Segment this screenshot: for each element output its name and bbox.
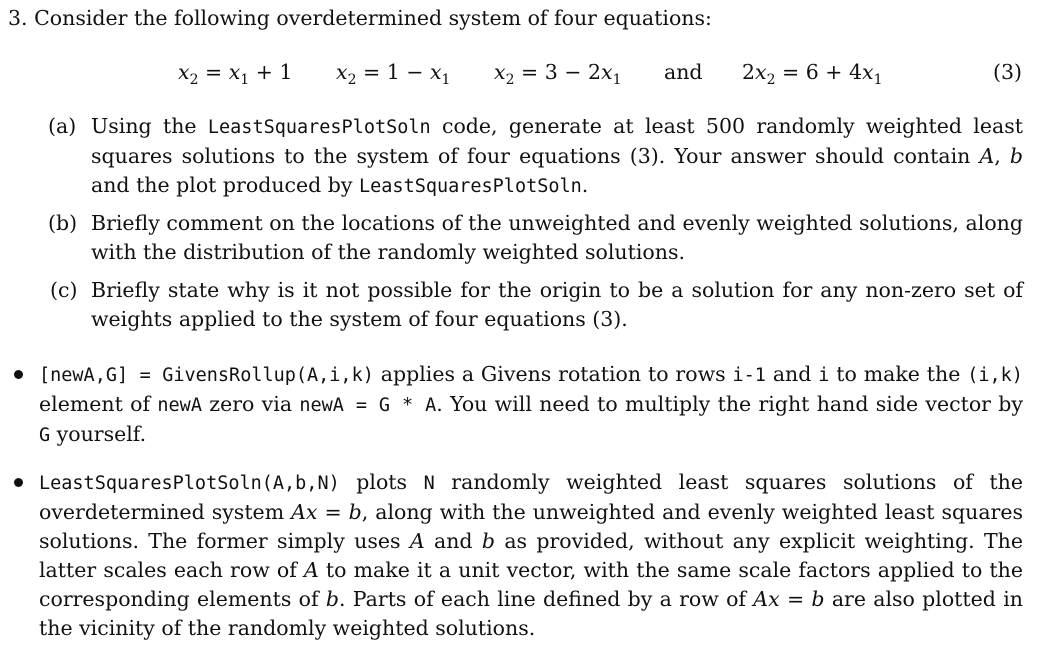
part-a-text: Using the LeastSquaresPlotSoln code, generate at least 500 randomly weighted least squares solutions to the system of four equations (3). Your answer should contain A, b and the plot produced by LeastSquaresPlotSoln. bbox=[91, 114, 1023, 197]
equation-3: $x_2 = 3 - 2x_1$ bbox=[494, 60, 622, 89]
problem-heading bbox=[8, 4, 712, 33]
code-leastsquaresplotsoln-2: LeastSquaresPlotSoln bbox=[359, 176, 582, 197]
equation-1: $x_2 = x_1 + 1$ bbox=[178, 60, 293, 89]
bullet-givens-text: [newA,G] = GivensRollup(A,i,k) applies a Givens rotation to rows i-1 and i to make the (i,k) element of newA zero via newA = G * A. You will need to multiply the right hand side vector by G yourself. bbox=[39, 362, 1024, 446]
part-c-label: (c) bbox=[50, 278, 78, 302]
bullet-dot-2 bbox=[14, 478, 23, 487]
equation-4: $2x_2 = 6 + 4x_1$ bbox=[742, 60, 883, 89]
equation-2: $x_2 = 1 - x_1$ bbox=[336, 60, 451, 89]
part-c-text: Briefly state why is it not possible for the origin to be a solution for any non-zero set of weights applied to the system of four equations (3). bbox=[91, 278, 1023, 331]
problem-intro: Consider the following overdetermined system of four equations: bbox=[34, 6, 712, 30]
bullet-plotsoln-text: LeastSquaresPlotSoln(A,b,N) plots N randomly weighted least squares solutions of the overdetermined system Ax = b, along with the unweighted and evenly weighted least squares solutions. The former simply uses A and b as provided, without any explicit weighting. The latter scales each row of A to make it a unit vector, with the same scale factors applied to the corresponding elements of b. Parts of each line defined by a row of Ax = b are also plotted in the vicinity of the randomly weighted solutions. bbox=[39, 470, 1023, 640]
part-b-text: Briefly comment on the locations of the unweighted and evenly weighted solutions, along with the distribution of the randomly weighted solutions. bbox=[91, 211, 1023, 264]
part-b-label: (b) bbox=[48, 211, 78, 235]
equation-row bbox=[0, 58, 1060, 90]
bullet-dot-1 bbox=[14, 370, 23, 379]
equation-label: (3) bbox=[993, 60, 1023, 84]
equation-connector: and bbox=[664, 60, 703, 84]
part-a-label: (a) bbox=[48, 114, 77, 138]
problem-number: 3. bbox=[8, 6, 28, 30]
code-leastsquaresplotsoln: LeastSquaresPlotSoln bbox=[207, 117, 431, 138]
